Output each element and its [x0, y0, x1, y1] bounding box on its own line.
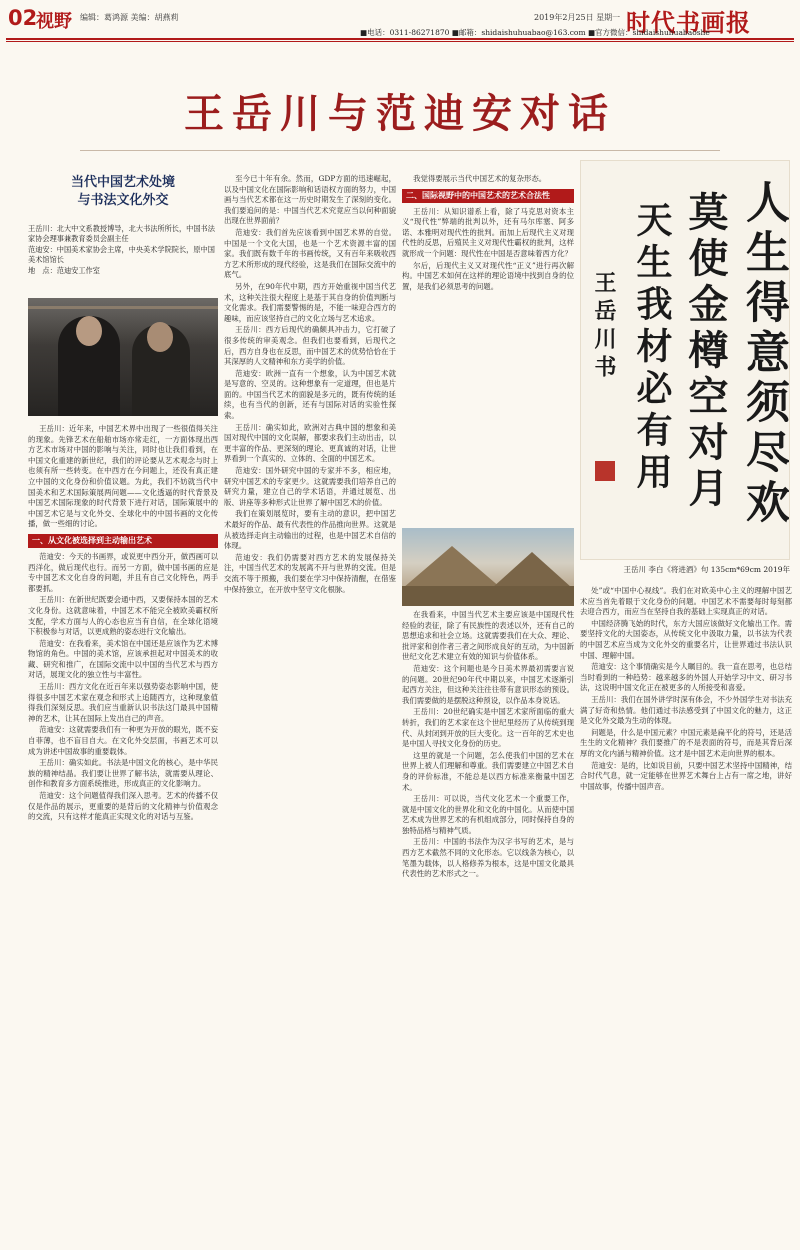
subhead-line: 当代中国艺术处境 [70, 175, 175, 190]
artwork-caption: 王岳川 李白《将进酒》句 135cm*69cm 2019年 [623, 565, 790, 574]
body-paragraph: 王岳川：在新世纪既要会通中西，又要保持本国的艺术文化身份。这就意味着，中国艺术不能完全被欧美霸权所支配，学术方面与人的心态也应当有自信，在全球化语境下积极参与对话，以更成熟的姿态进行文化输出。 [28, 595, 218, 637]
editors-line: 编辑：葛鸿源 美编：胡燕莉 [80, 13, 179, 22]
article-subhead [28, 174, 218, 210]
masthead-rule-thin [6, 41, 794, 42]
section-name: 视野 [36, 11, 72, 32]
body-paragraph: 我觉得要展示当代中国艺术的复杂形态。 [413, 174, 547, 183]
contact-line: ■电话：0311-86271870 ■邮箱：shidaishuhuabao@163.com ■官方微信：shidaishuhuabaoshe [360, 28, 710, 37]
body-paragraph: 在我看来，中国当代艺术主要应该是中国现代性经验的表征，除了有民族性的表述以外，还有自己的思想追求和社会立场。这就需要我们在大众、理论、批评家和创作者三者之间形成良好的互动，为中国新世纪文化艺术建立有效的知识与价值体系。 [402, 610, 574, 662]
interview-photo [28, 298, 218, 416]
body-paragraph: 我们在策划展览时，要有主动的意识，把中国艺术最好的作品、最有代表性的作品推向世界。这就是从被选择走向主动输出的过程，也是中国艺术自信的体现。 [224, 509, 396, 551]
bio-line: 地 点：范迪安工作室 [28, 265, 100, 275]
subhead-line: 与书法文化外交 [77, 193, 169, 208]
body-paragraph: 处”或“中国中心视线”。我们在对欧美中心主义的理解中国艺术应当首先着眼于文化身份的问题。中国艺术不需要每时每刻都去迎合西方，而应当在坚持自我的基础上实现真正的对话。 [580, 586, 792, 617]
body-paragraph: 范迪安：国外研究中国的专家并不多，相应地，研究中国艺术的专家更少。这就需要我们培养自己的研究力量，建立自己的学术话语，并通过展览、出版、讲座等多种形式让世界了解中国艺术的价值。 [224, 466, 396, 507]
body-paragraph: 至今已十年有余。然而，GDP方面的迅速崛起，以及中国文化在国际影响和话语权方面的努力，中国画与当代艺术都在这一历史时期发生了深刻的变化。我们要追问的是：中国当代艺术究竟应当以何种面貌出现在世界面前？ [224, 174, 396, 226]
bio-line: 范迪安：中国美术家协会主席，中央美术学院院长，原中国美术馆馆长 [28, 244, 215, 265]
body-paragraph: 范迪安：这个问题也是今日美术界最初需要言说的问题。20世纪90年代中期以来，中国艺术逐渐引起西方关注，但这种关注往往带有意识形态的预设。我们需要做的是摆脱这种预设，以作品本身说话。 [402, 663, 574, 705]
body-paragraph: 问题是，什么是中国元素？中国元素是扁平化的符号，还是活生生的文化精神？我们要推广的不是表面的符号，而是其背后深厚的文化内涵与精神价值。这才是中国艺术走向世界的根本。 [580, 727, 792, 758]
body-paragraph: 范迪安：这个事情确实是今人瞩目的。我一直在思考，也总结当时看到的一种趋势：越来越多的外国人开始学习中文、研习书法，这说明中国文化正在被更多的人所接受和喜爱。 [580, 662, 792, 693]
body-paragraph: 王岳川：可以说，当代文化艺术一个重要工作，就是中国文化的世界化和文化的中国化。从而使中国艺术成为世界艺术的有机组成部分，同时保持自身的独特品格与精神气质。 [402, 794, 574, 835]
section-heading-2: 二、国际视野中的中国艺术的艺术合法性 [402, 189, 574, 203]
body-paragraph: 王岳川：从知识谱系上看，除了马克思对资本主义“现代性”弊端的批判以外，还有马尔库塞、阿多诺、本雅明对现代性的批判。而加上后现代主义对现代性的反思，后殖民主义对现代性霸权的批判，这样就形成一个问题：现代性在中国是否意味着西方化？ [402, 206, 574, 258]
body-paragraph: 王岳川：20世纪确实是中国艺术家所面临的重大转折，我们的艺术家在这个世纪里经历了从传统到现代、从封闭到开放的巨大变化。这一百年的艺术史也是中国人寻找文化身份的历史。 [402, 707, 574, 749]
body-paragraph: 王岳川：西方后现代的确颇具冲击力，它打破了很多传统的审美观念。但我们也要看到，后现代之后，西方自身也在反思，而中国艺术的优势恰恰在于其深厚的人文精神和东方美学的价值。 [224, 325, 396, 367]
masthead-rule [6, 38, 794, 40]
body-paragraph: 另外，在90年代中期，西方开始重视中国当代艺术，这种关注很大程度上是基于其自身的价值判断与文化需求。我们需要警惕的是，不能一味迎合西方的趣味，而应该坚持自己的文化立场与艺术追求。 [224, 281, 396, 323]
body-paragraph: 王岳川：确实如此。书法是中国文化的核心，是中华民族的精神结晶。我们要让世界了解书法，就需要从理论、创作和教育多方面系统推进，形成真正的文化影响力。 [28, 758, 218, 789]
landscape-painting-image [402, 528, 574, 606]
body-paragraph: 王岳川：确实如此，欧洲对古典中国的想象和美国对现代中国的文化误解，都要求我们主动出击，以更丰富的作品、更深刻的理论、更真诚的对话，让世界看到一个真实的、立体的、全面的中国艺术。 [224, 422, 396, 464]
calligraphy-line: 莫使金樽空对月 [682, 191, 729, 513]
article-headline: 王岳川与范迪安对话 [184, 91, 616, 137]
body-paragraph: 范迪安：我们首先应该看到中国艺术界的自觉。中国是一个文化大国，也是一个艺术资源丰富的国家。我们既有数千年的书画传统，又有百年来吸收西方艺术所形成的现代经验，这是我们在国际交流中的底气。 [224, 227, 396, 280]
newspaper-brand: 时代书画报 [626, 8, 751, 37]
calligraphy-line: 天生我材必有用 [631, 201, 673, 495]
body-paragraph: 这里的就是一个问题，怎么使我们中国的艺术在世界上被人们理解和尊重。我们需要建立中国艺术自身的评价标准，不能总是以西方标准来衡量中国艺术。 [402, 750, 574, 792]
body-paragraph: 王岳川：西方文化在近百年来以强势姿态影响中国，使得很多中国艺术家在观念和形式上追随西方，这种现象值得我们深刻反思。我们应当重新认识书法这门最具中国精神的艺术，让其在国际上发出自己的声音。 [28, 682, 218, 723]
body-paragraph: 王岳川：我们在国外讲学时深有体会，不少外国学生对书法充满了好奇和热情。他们通过书法感受到了中国文化的魅力，这正是文化外交最为生动的体现。 [580, 694, 792, 726]
participant-bio [28, 224, 218, 276]
calligraphy-line: 人生得意须尽欢 [738, 179, 789, 529]
article-column-2 [224, 174, 396, 1246]
body-paragraph: 范迪安：我们仍需要对西方艺术的发展保持关注，中国当代艺术的发展离不开与世界的交流。但是交流不等于照搬，我们要在学习中保持清醒，在借鉴中保持独立，在开放中坚守文化根脉。 [224, 552, 396, 594]
article-column-4 [580, 586, 792, 1246]
article-column-3 [402, 174, 574, 524]
body-paragraph: 中国经济腾飞始的时代，东方大国应该做好文化输出工作。需要坚持文化的大国姿态，从传统文化中汲取力量，以书法为代表的中国艺术应当成为文化外交的重要名片，让世界通过书法认识中国、理解中国。 [580, 618, 792, 660]
red-seal-stamp [595, 461, 615, 481]
calligraphy-signature: 王岳川书 [591, 271, 617, 383]
intro-paragraph: 王岳川：近年来，中国艺术界中出现了一些很值得关注的现象。先锋艺术在船舶市场亦常走红，一方面体现出西方艺术市场对中国的影响与关注，同时也让我们看到，在中国文化重建的新世纪，我们的评论要从艺术观念与时上也须有所一些转变。在中西方在今问题上，还没有真正建立中国的文化身份和价值议题。为此，我们不妨就当代中国美术和艺术国际策展两问题——文化透逼的时代背景及中国艺术国际现象的时代背景下进行对话，国际策展中的中国艺术它是与文化外交、全球化中的中国书画的文化传播，做一些细的讨论。 [28, 424, 218, 529]
page-number: 02 [8, 6, 38, 30]
section-heading-1: 一、从文化被选择到主动输出艺术 [28, 534, 218, 548]
body-paragraph: 范迪安：是的，比如说目前，只要中国艺术坚持中国精神，结合时代气息，就一定能够在世界艺术舞台上占有一席之地，讲好中国故事，传播中国声音。 [580, 760, 792, 791]
body-paragraph: 范迪安：欧洲一直有一个想象，认为中国艺术就是写意的、空灵的。这种想象有一定道理，但也是片面的。中国当代艺术的面貌是多元的，既有传统的延续，也有当代的创新，还有与国际对话的实验性探索。 [224, 368, 396, 421]
article-column-3-continued [402, 610, 574, 1246]
bio-line: 王岳川：北大中文系教授博导，北大书法所所长，中国书法家协会理事兼教育委员会副主任 [28, 224, 215, 244]
body-paragraph: 王岳川：中国的书法作为汉字书写的艺术，是与西方艺术截然不同的文化形态。它以线条为核心，以笔墨为载体，以人格修养为根本，这是中国文化最具代表性的艺术形式之一。 [402, 837, 574, 879]
article-column-1 [28, 424, 218, 1244]
headline-divider [80, 150, 720, 151]
masthead [0, 0, 800, 42]
calligraphy-artwork [580, 160, 790, 560]
body-paragraph: 范迪安：这就需要我们有一种更为开放的眼光，既不妄自菲薄，也不盲目自大。在文化外交层面，书画艺术可以成为讲述中国故事的重要载体。 [28, 725, 218, 756]
issue-date: 2019年2月25日 星期一 [534, 13, 621, 22]
body-paragraph: 范迪安：这个问题值得我们深入思考。艺术的传播不仅仅是作品的展示，更重要的是背后的文化精神与价值观念的交流，只有这样才能真正实现文化的对话与互鉴。 [28, 791, 218, 822]
body-paragraph: 范迪安：今天的书画界，或说更中西分开，做西画可以西洋化，做后现代也行。而另一方面，做中国书画的应是专中国艺术文化自身的问题，并且有自己文化特色，两手都要抓。 [28, 551, 218, 593]
body-paragraph: 尔后，后现代主义又对现代性“正义”进行再次解构。中国艺术如何在这样的理论语境中找到自身的位置，是我们必须思考的问题。 [402, 260, 574, 291]
body-paragraph: 范迪安：在我看来，美术馆在中国还是应该作为艺术博物馆的角色。中国的美术馆，应该承担起对中国美术的收藏、研究和推广，在国际交流中以中国的当代艺术与西方对话，展现文化的独立性与丰富性。 [28, 638, 218, 680]
